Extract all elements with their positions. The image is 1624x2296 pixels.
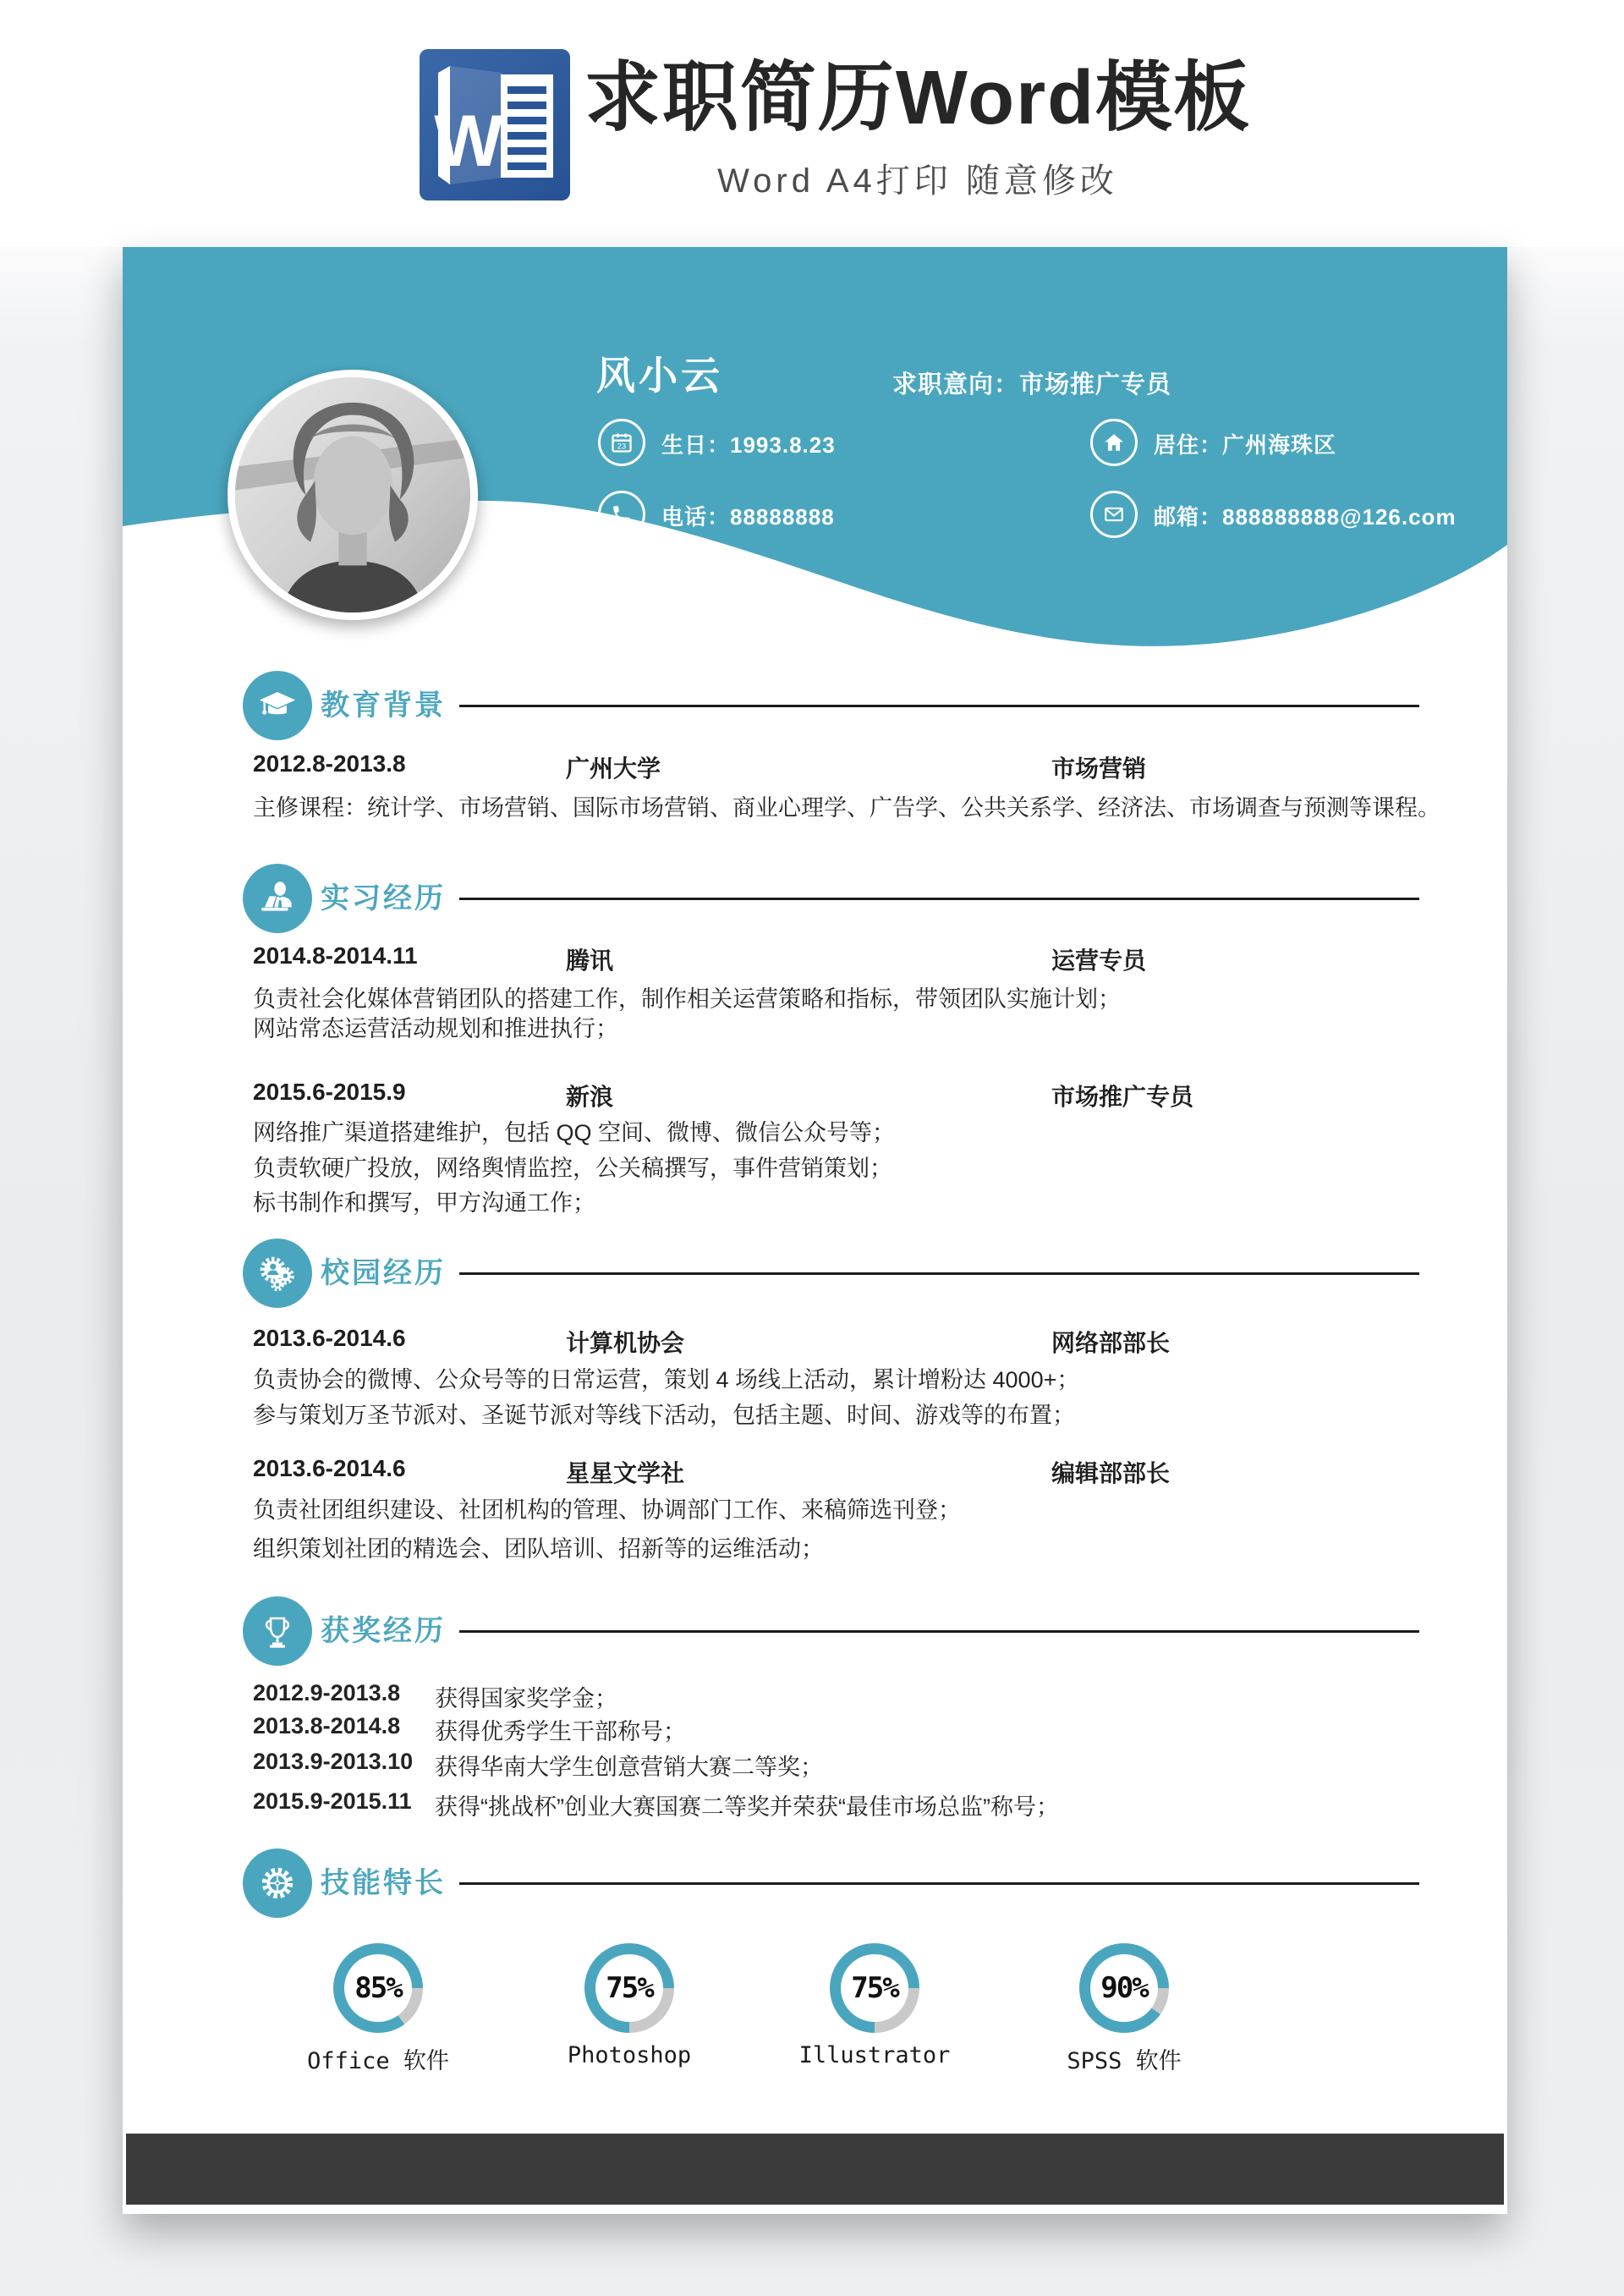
- person-gears-icon: [243, 1239, 312, 1308]
- skill-ring-spss: [1079, 1943, 1169, 2033]
- section-education-header: [243, 671, 1444, 740]
- award-row: [123, 1713, 1507, 1747]
- entry-date: 2013.6-2014.6: [253, 1325, 406, 1351]
- entry-detail: 负责软硬广投放，网络舆情监控，公关稿撰写，事件营销策划；: [253, 1156, 892, 1181]
- resume-page: [123, 247, 1507, 2214]
- page-subtitle: Word A4打印 随意修改: [717, 162, 1118, 200]
- skill-ring-office: [333, 1943, 423, 2033]
- entry-detail: 参与策划万圣节派对、圣诞节派对等线下活动，包括主题、时间、游戏等的布置；: [253, 1403, 1075, 1428]
- campus-entry-row: [123, 1455, 1507, 1489]
- contact-label: 生日：1993.8.23: [661, 432, 836, 458]
- entry-role: 市场营销: [1051, 755, 1147, 782]
- award-text: 获得“挑战杯”创业大赛国赛二等奖并荣获“最佳市场总监”称号；: [435, 1794, 1059, 1820]
- campus-entry-row: [123, 1325, 1507, 1359]
- avatar: [228, 370, 478, 620]
- section-title: 技能特长: [321, 1867, 446, 1899]
- section-internship-header: [243, 864, 1444, 933]
- job-intention: 求职意向：市场推广专员: [892, 371, 1172, 398]
- award-text: 获得优秀学生干部称号；: [435, 1719, 686, 1744]
- banner: [0, 0, 1624, 247]
- person-laptop-icon: [243, 864, 312, 933]
- entry-detail: 标书制作和撰写，甲方沟通工作；: [253, 1190, 595, 1216]
- entry-detail: 负责社会化媒体营销团队的搭建工作，制作相关运营策略和指标，带领团队实施计划；: [253, 986, 1121, 1012]
- entry-detail: 网络推广渠道搭建维护，包括 QQ 空间、微博、微信公众号等；: [253, 1120, 896, 1145]
- entry-date: 2014.8-2014.11: [253, 942, 418, 969]
- entry-detail: 网站常态运营活动规划和推进执行；: [253, 1016, 618, 1041]
- entry-detail: 负责协会的微博、公众号等的日常运营，策划 4 场线上活动，累计增粉达 4000+；: [253, 1367, 1080, 1392]
- graduation-cap-icon: [243, 671, 312, 740]
- award-text: 获得华南大学生创意营销大赛二等奖；: [435, 1755, 823, 1780]
- contact-label: 居住：广州海珠区: [1154, 432, 1337, 458]
- svg-text:23: 23: [617, 442, 627, 451]
- entry-date: 2015.6-2015.9: [253, 1079, 406, 1105]
- skill-label: Photoshop: [567, 2042, 692, 2068]
- trophy-icon: [243, 1596, 312, 1666]
- skill-label: SPSS 软件: [1067, 2048, 1182, 2074]
- award-date: 2015.9-2015.11: [253, 1788, 412, 1814]
- section-rule: [459, 898, 1419, 900]
- entry-detail: 组织策划社团的精选会、团队培训、招新等的运维活动；: [253, 1536, 824, 1562]
- section-title: 获奖经历: [321, 1615, 446, 1647]
- award-row: [123, 1680, 1507, 1714]
- phone-icon: [598, 491, 645, 538]
- word-logo-letter: W: [434, 101, 503, 182]
- skill-label: Office 软件: [307, 2048, 449, 2074]
- internship-entry-row: [123, 942, 1507, 976]
- section-rule: [459, 705, 1419, 707]
- mail-icon: [1090, 491, 1138, 538]
- award-date: 2012.9-2013.8: [253, 1680, 401, 1706]
- section-rule: [459, 1272, 1419, 1275]
- entry-date: 2013.6-2014.6: [253, 1455, 406, 1481]
- entry-date: 2012.8-2013.8: [253, 750, 406, 777]
- section-rule: [459, 1630, 1419, 1633]
- skill-label: Illustrator: [798, 2042, 951, 2068]
- section-title: 校园经历: [321, 1257, 446, 1289]
- award-row: [123, 1749, 1507, 1782]
- footer-bar: [126, 2134, 1504, 2205]
- skill-percent: 75%: [606, 1971, 653, 2005]
- award-date: 2013.9-2013.10: [253, 1749, 414, 1774]
- award-date: 2013.8-2014.8: [253, 1713, 401, 1738]
- contact-label: 邮箱：888888888@126.com: [1154, 504, 1457, 530]
- skill-ring-photoshop: [584, 1943, 674, 2033]
- section-title: 教育背景: [321, 689, 446, 722]
- candidate-name: 风小云: [596, 354, 723, 398]
- word-logo-icon: [420, 49, 570, 200]
- page-title: 求职简历Word模板: [584, 56, 1252, 140]
- section-skills-header: [243, 1848, 1444, 1918]
- entry-org: 新浪: [566, 1084, 614, 1110]
- contact-label: 电话：88888888: [661, 504, 835, 530]
- entry-org: 计算机协会: [566, 1330, 685, 1356]
- skill-ring-illustrator: [830, 1943, 919, 2033]
- entry-org: 广州大学: [566, 755, 661, 782]
- skill-percent: 75%: [851, 1971, 898, 2005]
- section-rule: [459, 1882, 1419, 1885]
- entry-org: 星星文学社: [566, 1460, 685, 1486]
- skill-percent: 85%: [354, 1971, 402, 2005]
- entry-role: 市场推广专员: [1051, 1084, 1194, 1110]
- entry-detail: 主修课程：统计学、市场营销、国际市场营销、商业心理学、广告学、公共关系学、经济法、市场调查与预测等课程。: [253, 795, 1440, 821]
- award-text: 获得国家奖学金；: [435, 1686, 617, 1711]
- internship-entry-row: [123, 1079, 1507, 1112]
- gear-icon: [243, 1848, 312, 1918]
- section-campus-header: [243, 1239, 1444, 1308]
- entry-role: 编辑部部长: [1051, 1460, 1171, 1486]
- education-entry-row: [123, 750, 1507, 784]
- skill-percent: 90%: [1100, 1971, 1148, 2005]
- section-title: 实习经历: [321, 882, 446, 915]
- calendar-icon: [598, 419, 645, 466]
- entry-detail: 负责社团组织建设、社团机构的管理、协调部门工作、来稿筛选刊登；: [253, 1497, 961, 1523]
- entry-org: 腾讯: [566, 948, 614, 974]
- home-icon: [1090, 419, 1138, 466]
- section-awards-header: [243, 1596, 1444, 1666]
- entry-role: 运营专员: [1051, 948, 1147, 974]
- entry-role: 网络部部长: [1051, 1330, 1171, 1356]
- award-row: [123, 1788, 1507, 1822]
